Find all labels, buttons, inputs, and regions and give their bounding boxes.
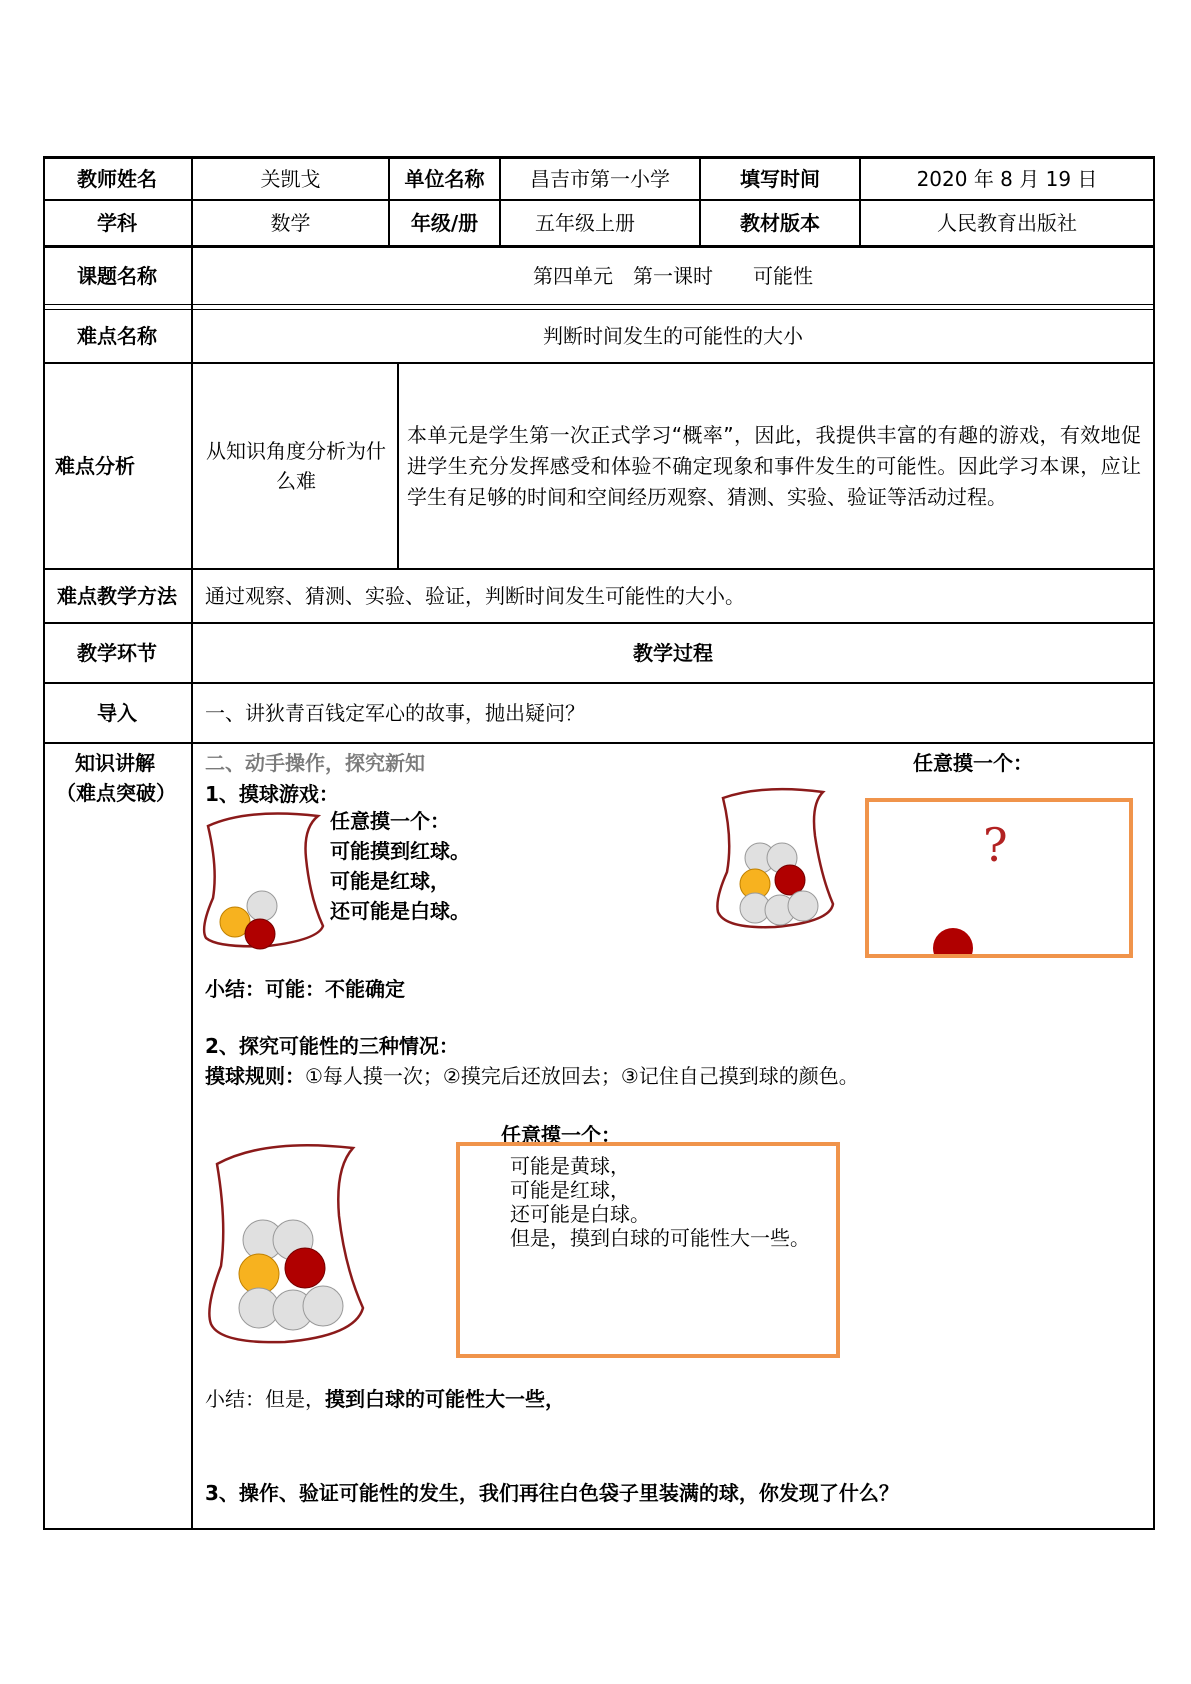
analysis-sub-label: 从知识角度分析为什么难	[206, 439, 386, 493]
bag-two-image	[715, 784, 845, 939]
bag-one-line: 可能是红球，	[330, 869, 450, 893]
rules-line	[205, 1061, 859, 1091]
grade-label: 年级/册	[410, 211, 479, 235]
topic-value: 第四单元 第一课时 可能性	[533, 264, 813, 288]
section-title: 二、动手操作，探究新知	[205, 751, 425, 775]
bag-three-image	[205, 1138, 375, 1348]
teacher-value: 关凯戈	[260, 167, 321, 191]
answer-line: 可能是黄球，	[510, 1154, 630, 1178]
explore-title: 2、探究可能性的三种情况：	[205, 1034, 459, 1058]
knowledge-label-line2: （难点突破）	[56, 781, 176, 805]
process-value: 教学过程	[633, 641, 713, 665]
knowledge-label-line1: 知识讲解	[75, 751, 155, 775]
textbook-value: 人民教育出版社	[937, 211, 1077, 235]
method-label: 难点教学方法	[57, 584, 177, 608]
summary-two-prefix: 小结：但是，	[205, 1387, 325, 1411]
red-ball-partial	[933, 928, 973, 958]
caption-two: 任意摸一个：	[501, 1123, 621, 1147]
answer-lines	[510, 1154, 810, 1250]
question-box	[865, 798, 1133, 958]
rules-text: ①每人摸一次；②摸完后还放回去；③记住自己摸到球的颜色。	[305, 1064, 859, 1088]
answer-line: 还可能是白球。	[510, 1202, 650, 1226]
date-value: 2020 年 8 月 19 日	[916, 167, 1098, 191]
analysis-text: 本单元是学生第一次正式学习“概率”，因此，我提供丰富的有趣的游戏，有效地促进学生充分发挥感受和体验不确定现象和事件发生的可能性。因此学习本课，应让学生有足够的时间和空间经历观察、猜测、实验、验证等活动过程。	[407, 423, 1141, 509]
right-caption: 任意摸一个：	[913, 751, 1033, 775]
grade-value: 五年级上册	[535, 211, 635, 235]
difficulty-label: 难点名称	[77, 324, 157, 348]
textbook-label: 教材版本	[740, 211, 820, 235]
answer-line: 但是，摸到白球的可能性大一些。	[510, 1226, 810, 1250]
analysis-label: 难点分析	[55, 454, 135, 478]
summary-two-bold: 摸到白球的可能性大一些，	[325, 1387, 565, 1411]
bag-one-text	[330, 806, 470, 926]
subject-value: 数学	[270, 211, 311, 235]
question-mark: ?	[983, 818, 1008, 872]
rules-label: 摸球规则：	[205, 1064, 305, 1088]
answer-box	[456, 1142, 840, 1358]
unit-label: 单位名称	[404, 167, 485, 191]
bag-one-line: 可能摸到红球。	[330, 839, 470, 863]
bag-one-line: 还可能是白球。	[330, 899, 470, 923]
method-value: 通过观察、猜测、实验、验证，判断时间发生可能性的大小。	[205, 584, 745, 608]
summary-one: 小结：可能：不能确定	[205, 977, 405, 1001]
summary-two	[205, 1384, 565, 1414]
step-three: 3、操作、验证可能性的发生，我们再往白色袋子里装满的球，你发现了什么？	[205, 1481, 899, 1505]
lesson-table	[43, 156, 1155, 1530]
difficulty-value: 判断时间发生的可能性的大小	[543, 324, 803, 348]
teacher-label: 教师姓名	[77, 167, 157, 191]
topic-label: 课题名称	[77, 264, 157, 288]
intro-value: 一、讲狄青百钱定军心的故事，抛出疑问？	[205, 701, 585, 725]
subject-label: 学科	[97, 211, 137, 235]
bag-one-line: 任意摸一个：	[330, 809, 450, 833]
intro-label: 导入	[97, 701, 137, 725]
game-title: 1、摸球游戏：	[205, 782, 339, 806]
process-label: 教学环节	[77, 641, 157, 665]
date-label: 填写时间	[740, 167, 820, 191]
answer-line: 可能是红球，	[510, 1178, 630, 1202]
unit-value: 昌吉市第一小学	[530, 167, 670, 191]
